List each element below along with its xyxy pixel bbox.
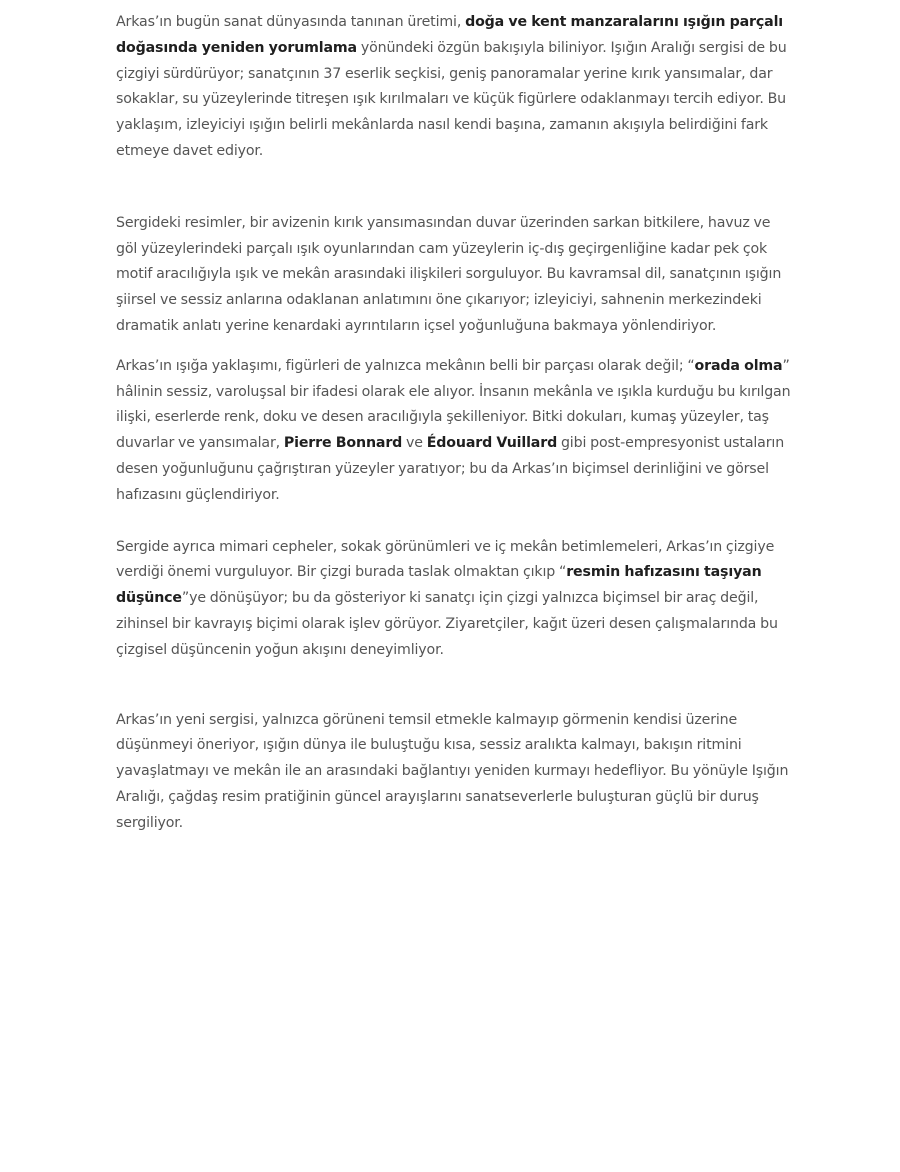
paragraph-text: Sergide ayrıca mimari cepheler, sokak görünümleri ve iç mekân betimlemeleri, Arkas’ın çizgiye verdiği önemi vurguluyor. Bir çizgi burada taslak olmaktan çıkıp “: [116, 538, 775, 581]
paragraph-text: ”ye dönüşüyor; bu da gösteriyor ki sanatçı için çizgi yalnızca biçimsel bir araç değil, zihinsel bir kavrayış biçimi olarak işlev görüyor. Ziyaretçiler, kağıt üzeri desen çalışmalarında bu çizgisel düşüncenin yoğun akışını deneyimliyor.: [116, 590, 778, 658]
article-paragraph-3: [116, 354, 792, 509]
paragraph-text: Sergideki resimler, bir avizenin kırık yansımasından duvar üzerinden sarkan bitkilere, havuz ve göl yüzeylerindeki parçalı ışık oyunlarından cam yüzeylerin iç-dış geçirgenliğine kadar pek çok motif aracılığıyla ışık ve mekân arasındaki ilişkileri sorguluyor. Bu kavramsal dil, sanatçının ışığın şiirsel ve sessiz anlarına odaklanan anlatımını öne çıkarıyor; izleyiciyi, sahnenin merkezindeki dramatik anlatı yerine kenardaki ayrıntıların içsel yoğunluğuna bakmaya yönlendiriyor.: [116, 214, 782, 334]
emphasized-text: resmin hafızasını taşıyan düşünce: [116, 564, 762, 607]
article-paragraph-2: [116, 211, 792, 340]
paragraph-text: yönündeki özgün bakışıyla biliniyor. Işığın Aralığı sergisi de bu çizgiyi sürdürüyor; sanatçının 37 eserlik seçkisi, geniş panoramalar yerine kırık yansımalar, dar sokaklar, su yüzeylerinde titreşen ışık kırılmaları ve küçük figürlere odaklanmayı tercih ediyor. Bu yaklaşım, izleyiciyi ışığın belirli mekânlarda nasıl kendi başına, zamanın akışıyla belirdiğini fark etmeye davet ediyor.: [116, 39, 787, 159]
emphasized-text: doğa ve kent manzaralarını ışığın parçalı doğasında yeniden yorumlama: [116, 14, 784, 56]
article-paragraph-5: [116, 708, 792, 837]
article-body: [116, 10, 792, 837]
paragraph-text: Arkas’ın bugün sanat dünyasında tanınan üretimi,: [116, 14, 466, 30]
paragraph-text: ” hâlinin sessiz, varoluşsal bir ifadesi olarak ele alıyor. İnsanın mekânla ve ışıkla kurduğu bu kırılgan ilişki, eserlerde renk, doku ve desen aracılığıyla şekilleniyor. Bitki dokuları, kumaş yüzeyler, taş duvarlar ve yansımalar,: [116, 357, 791, 452]
artist-name: Pierre Bonnard: [283, 435, 403, 452]
paragraph-text: ve: [402, 435, 427, 452]
paragraph-text: Arkas’ın ışığa yaklaşımı, figürleri de yalnızca mekânın belli bir parçası olarak değil; “: [116, 357, 695, 374]
article-paragraph-1: [116, 10, 792, 165]
artist-name: Édouard Vuillard: [426, 435, 558, 452]
paragraph-text: gibi post-empresyonist ustaların desen yoğunluğunu çağrıştıran yüzeyler yaratıyor; bu da Arkas’ın biçimsel derinliğini ve görsel hafızasını güçlendiriyor.: [116, 435, 785, 503]
emphasized-text: orada olma: [694, 357, 783, 374]
paragraph-text: Arkas’ın yeni sergisi, yalnızca görüneni temsil etmekle kalmayıp görmenin kendisi üzerine düşünmeyi öneriyor, ışığın dünya ile buluştuğu kısa, sessiz aralıkta kalmayı, bakışın ritmini yavaşlatmayı ve mekân ile an arasındaki bağlantıyı yeniden kurmayı hedefliyor. Bu yönüyle Işığın Aralığı, çağdaş resim pratiğinin güncel arayışlarını sanatseverlerle buluşturan güçlü bir duruş sergiliyor.: [116, 711, 789, 831]
article-paragraph-4: [116, 535, 792, 664]
